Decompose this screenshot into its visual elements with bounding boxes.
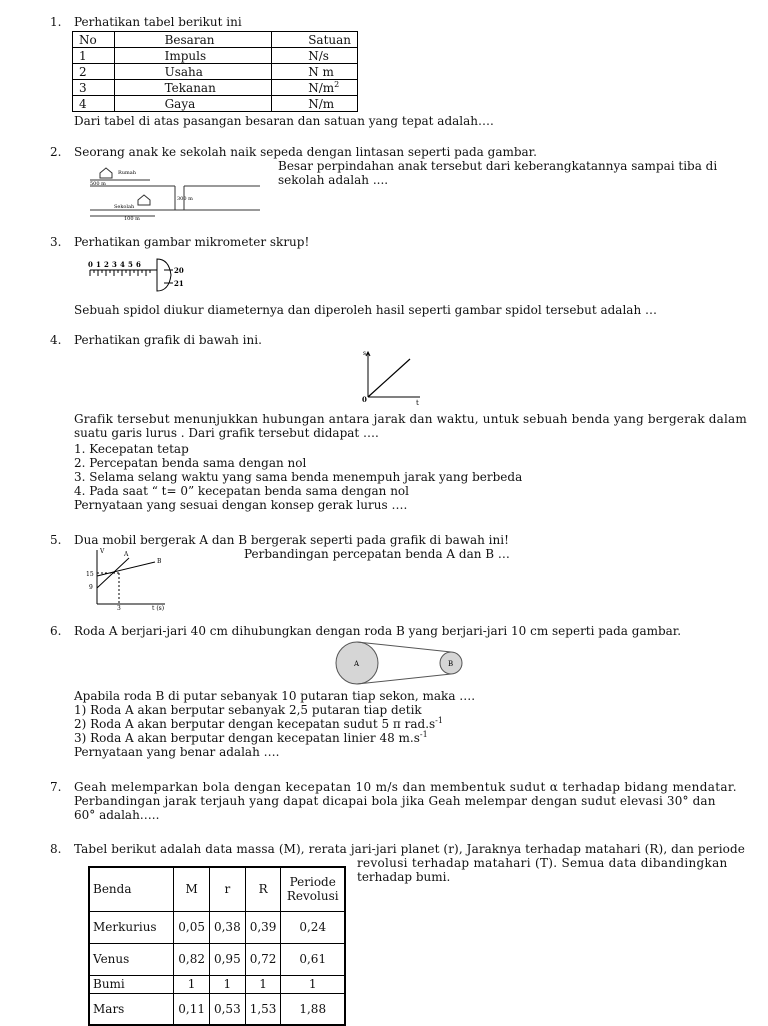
table-row [73, 64, 358, 80]
series-label-b: B [157, 558, 162, 565]
table-cell: 1 [73, 48, 115, 64]
table-row [73, 96, 358, 112]
series-label-a: A [124, 551, 129, 558]
units-table [72, 31, 358, 112]
question-text: Roda A berjari-jari 40 cm dihubungkan dengan roda B yang berjari-jari 10 cm seperti pada gambar. [74, 624, 682, 638]
table-cell: 0,72 [245, 943, 281, 975]
table-cell: Impuls [114, 48, 272, 64]
question-number: 7. [50, 780, 62, 794]
table-cell: Mars [89, 993, 174, 1025]
scale-label: 2 [104, 260, 109, 269]
scale-label: 4 [120, 260, 125, 269]
table-cell: $N/m^2$ [272, 80, 358, 96]
table-row [89, 975, 345, 993]
paragraph: 60° adalah….. [74, 808, 160, 822]
table-cell: 2 [73, 64, 115, 80]
table-cell: 4 [73, 96, 115, 112]
question-number: 6. [50, 624, 62, 638]
header-cell: Besaran [114, 32, 272, 48]
wheel-b-label: B [448, 660, 454, 668]
scale-label: 0 [88, 260, 93, 269]
distance-label: 100 m [124, 216, 140, 222]
tick-label: 15 [86, 571, 94, 578]
wheels-diagram [333, 642, 473, 686]
question-number: 2. [50, 145, 62, 159]
origin-label: 0 [362, 395, 367, 404]
table-cell: 0,61 [281, 943, 345, 975]
question-text: Dua mobil bergerak A dan B bergerak seperti pada grafik di bawah ini! [74, 533, 509, 547]
question-text: Perhatikan tabel berikut ini [74, 15, 242, 29]
axis-label-x: t (s) [152, 605, 165, 612]
table-cell: N m [272, 64, 358, 80]
sekolah-label: Sekolah [114, 204, 135, 210]
paragraph: Geah melemparkan bola dengan kecepatan 10 m/s dan membentuk sudut α terhadap bidang mendatar. [74, 780, 737, 794]
table-cell: 0,82 [174, 943, 210, 975]
question-number: 3. [50, 235, 62, 249]
option: 2) Roda A akan berputar dengan kecepatan sudut 5 π $rad.s^{-1}$ [74, 716, 443, 731]
header-cell: Benda [89, 867, 174, 911]
question-number: 4. [50, 333, 62, 347]
thimble-label: 20 [174, 266, 184, 275]
table-cell: Bumi [89, 975, 174, 993]
wheel-a-label: A [354, 660, 360, 668]
scale-label: 6 [136, 260, 141, 269]
axis-label-y: s [363, 350, 367, 357]
header-cell: r [209, 867, 245, 911]
distance-time-graph [358, 347, 428, 405]
scale-label: 5 [128, 260, 133, 269]
question-5-side: Perbandingan percepatan benda A dan B … [244, 547, 510, 561]
table-row [89, 993, 345, 1025]
question-number: 1. [50, 15, 62, 29]
table-cell: Venus [89, 943, 174, 975]
table-cell: 1 [281, 975, 345, 993]
planet-table [88, 866, 346, 1026]
tick-label: 9 [89, 584, 93, 591]
scale-label: 3 [112, 260, 117, 269]
table-cell: 0,11 [174, 993, 210, 1025]
table-cell: Merkurius [89, 911, 174, 943]
table-cell: 0,39 [245, 911, 281, 943]
question-8-side: revolusi terhadap matahari (T). Semua data dibandingkan terhadap bumi. [357, 856, 728, 884]
question-prompt: Pernyataan yang benar adalah …. [74, 745, 280, 759]
table-cell: 1 [209, 975, 245, 993]
question-number: 5. [50, 533, 62, 547]
list-item: 4. Pada saat “ t= 0” kecepatan benda sama dengan nol [74, 484, 409, 498]
table-cell: 3 [73, 80, 115, 96]
table-cell: Usaha [114, 64, 272, 80]
header-cell: R [245, 867, 281, 911]
header-cell: M [174, 867, 210, 911]
axis-label-y: V [100, 548, 105, 555]
paragraph: Perbandingan jarak terjauh yang dapat dicapai bola jika Geah melempar dengan sudut elevasi 30° dan [74, 794, 716, 808]
micrometer-diagram [85, 256, 185, 296]
table-cell: Gaya [114, 96, 272, 112]
table-row [73, 48, 358, 64]
table-cell: N/m [272, 96, 358, 112]
header-cell: No [73, 32, 115, 48]
table-cell: 1,53 [245, 993, 281, 1025]
table-cell: Tekanan [114, 80, 272, 96]
question-text: Perhatikan gambar mikrometer skrup! [74, 235, 310, 249]
list-item: 3. Selama selang waktu yang sama benda menempuh jarak yang berbeda [74, 470, 523, 484]
thimble-label: 21 [174, 279, 184, 288]
table-cell: 1 [174, 975, 210, 993]
graph-line [368, 359, 410, 397]
question-text: Seorang anak ke sekolah naik sepeda dengan lintasan seperti pada gambar. [74, 145, 537, 159]
list-item: 1. Kecepatan tetap [74, 442, 189, 456]
axis-label-x: t [416, 399, 419, 407]
rumah-label: Rumah [118, 170, 136, 176]
table-cell: 0,95 [209, 943, 245, 975]
table-cell: 0,38 [209, 911, 245, 943]
table-cell: 0,24 [281, 911, 345, 943]
table-cell: N/s [272, 48, 358, 64]
table-row [89, 943, 345, 975]
paragraph: Grafik tersebut menunjukkan hubungan antara jarak dan waktu, untuk sebuah benda yang bergerak dalam [74, 412, 747, 426]
question-2-side: Besar perpindahan anak tersebut dari keberangkatannya sampai tiba di sekolah adalah .... [278, 159, 718, 187]
option: 3) Roda A akan berputar dengan kecepatan linier 48 $m.s^{-1}$ [74, 730, 428, 745]
distance-label: 500 m [90, 181, 106, 187]
table-header-row [73, 32, 358, 48]
route-diagram [80, 164, 270, 224]
header-cell: Periode Revolusi [281, 867, 345, 911]
table-cell: 0,53 [209, 993, 245, 1025]
table-header-row [89, 867, 345, 911]
distance-label: 300 m [177, 196, 193, 202]
option: 1) Roda A akan berputar sebanyak 2,5 putaran tiap detik [74, 703, 422, 717]
question-prompt: Pernyataan yang sesuai dengan konsep gerak lurus …. [74, 498, 408, 512]
table-cell: 1,88 [281, 993, 345, 1025]
tick-label: 3 [117, 605, 121, 612]
velocity-time-graph [85, 546, 175, 612]
table-cell: 1 [245, 975, 281, 993]
paragraph: suatu garis lurus . Dari grafik tersebut didapat …. [74, 426, 379, 440]
table-cell: 0,05 [174, 911, 210, 943]
table-row [89, 911, 345, 943]
question-text: Perhatikan grafik di bawah ini. [74, 333, 262, 347]
paragraph: Tabel berikut adalah data massa (M), rerata jari-jari planet (r), Jaraknya terhadap matahari (R), dan periode [74, 842, 745, 856]
scale-label: 1 [96, 260, 101, 269]
list-item: 2. Percepatan benda sama dengan nol [74, 456, 307, 470]
table-row [73, 80, 358, 96]
question-prompt: Apabila roda B di putar sebanyak 10 putaran tiap sekon, maka …. [74, 689, 476, 703]
header-cell: Satuan [272, 32, 358, 48]
line-b [97, 562, 155, 576]
question-number: 8. [50, 842, 62, 856]
